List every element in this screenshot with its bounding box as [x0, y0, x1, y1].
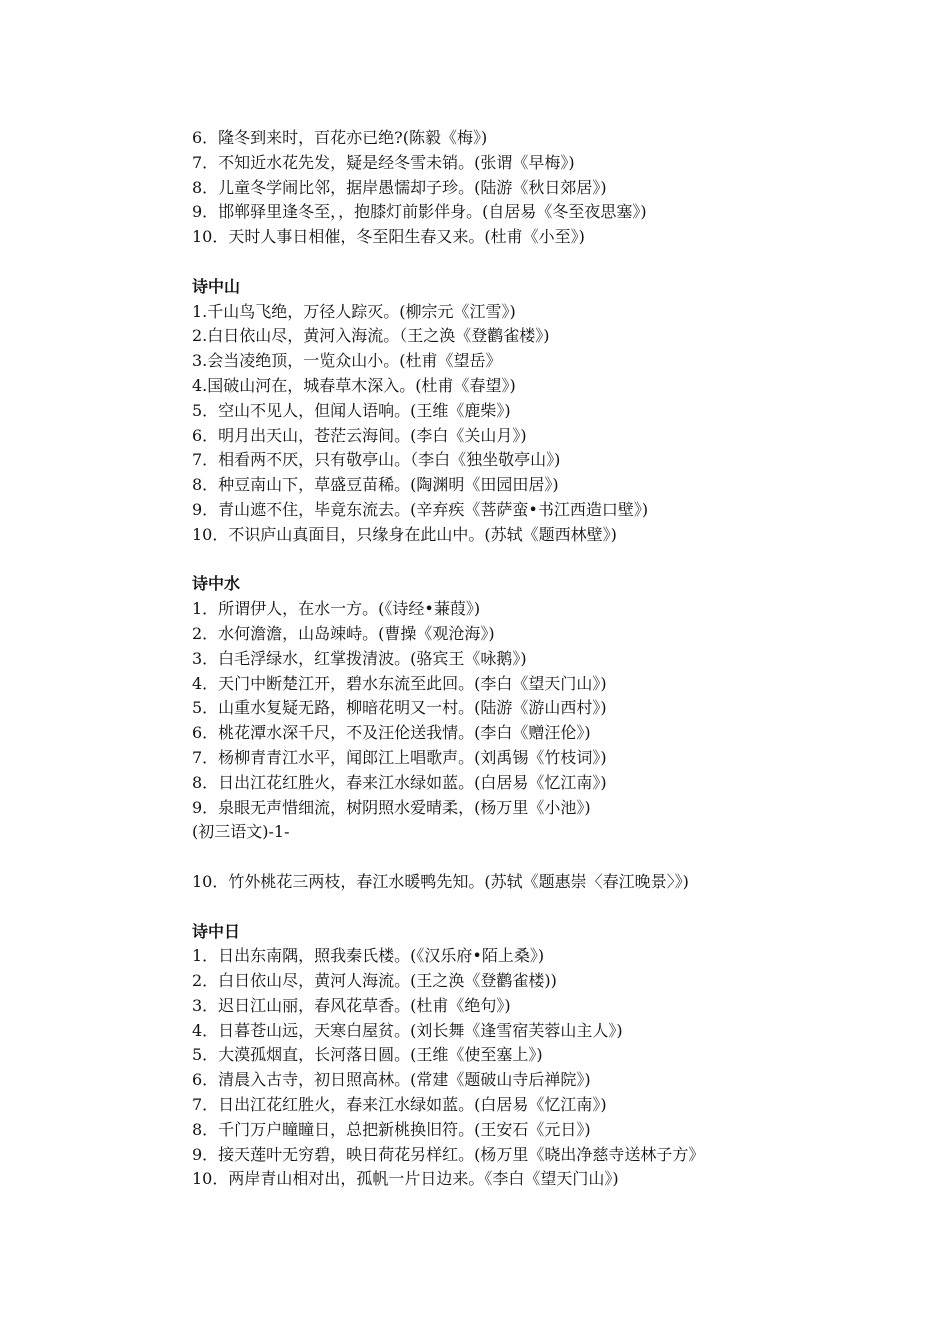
water-line-10: 10．竹外桃花三两枝，春江水暖鸭先知。(苏轼《题惠崇〈春江晚景〉》): [192, 871, 689, 891]
section-spacer: [192, 845, 872, 870]
water-line-7: 7．杨柳青青江水平，闻郎江上唱歌声。(刘禹锡《竹枝词》): [192, 747, 607, 767]
mountain-line-2: 2.白日依山尽，黄河入海流。（王之涣《登鹳雀楼》): [192, 326, 550, 346]
water-line-3: 3．白毛浮绿水，红掌拨清波。(骆宾王《咏鹅》): [192, 648, 527, 668]
poem-line-intro-8: 8．儿童冬学闹比邻，据岸愚懦却子珍。(陆游《秋日郊居》): [192, 177, 607, 197]
mountain-line-9: 9．青山遮不住，毕竟东流去。(辛弃疾《菩萨蛮•书江西造口壁》): [192, 499, 649, 519]
document-body: [192, 126, 872, 1192]
sun-line-7: 7．日出江花红胜火，春来江水绿如蓝。(白居易《忆江南》): [192, 1095, 607, 1115]
water-line-5: 5．山重水复疑无路，柳暗花明又一村。(陆游《游山西村》): [192, 698, 607, 718]
poem-line-intro-10: 10．天时人事日相催，冬至阳生春又来。(杜甫《小至》): [192, 227, 585, 247]
water-line-6: 6．桃花潭水深千尺，不及汪伦送我情。(李白《赠汪伦》): [192, 723, 591, 743]
section-heading-water: 诗中水: [192, 574, 241, 594]
mountain-line-5: 5．空山不见人，但闻人语响。(王维《鹿柴》): [192, 400, 511, 420]
mountain-line-10: 10．不识庐山真面目，只缘身在此山中。(苏轼《题西林壁》): [192, 524, 617, 544]
section-spacer: [192, 895, 872, 920]
water-line-9: 9．泉眼无声惜细流，树阴照水爱晴柔，(杨万里《小池》): [192, 797, 591, 817]
sun-line-3: 3．迟日江山丽，春风花草香。(杜甫《绝句》): [192, 995, 511, 1015]
section-spacer: [192, 250, 872, 275]
section-spacer: [192, 548, 872, 573]
sun-line-2: 2．白日依山尽，黄河人海流。(王之涣《登鹳雀楼)): [192, 971, 557, 991]
sun-line-1: 1．日出东南隅，照我秦氏楼。(《汉乐府•陌上桑》): [192, 946, 545, 966]
poem-line-intro-7: 7．不知近水花先发，疑是经冬雪未销。(张谓《早梅》): [192, 152, 575, 172]
mountain-line-7: 7．相看两不厌，只有敬亭山。（李白《独坐敬亭山》): [192, 450, 561, 470]
section-heading-sun: 诗中日: [192, 921, 241, 941]
water-line-1: 1．所谓伊人，在水一方。(《诗经•蒹葭》): [192, 599, 481, 619]
sun-line-8: 8．千门万户瞳瞳日，总把新桃换旧符。(王安石《元日》): [192, 1119, 591, 1139]
mountain-line-8: 8．种豆南山下，草盛豆苗稀。(陶渊明《田园田居》): [192, 475, 559, 495]
mountain-line-1: 1.千山鸟飞绝，万径人踪灭。(柳宗元《江雪》): [192, 301, 516, 321]
sun-line-4: 4．日暮苍山远，天寒白屋贫。(刘长舞《逢雪宿芙蓉山主人》): [192, 1020, 623, 1040]
mountain-line-3: 3.会当凌绝顶，一览众山小。(杜甫《望岳》: [192, 351, 502, 371]
sun-line-5: 5．大漠孤烟直，长河落日圆。(王维《使至塞上》): [192, 1045, 543, 1065]
sun-line-6: 6．清晨入古寺，初日照高林。(常建《题破山寺后禅院》): [192, 1070, 591, 1090]
sun-line-10: 10．两岸青山相对出，孤帆一片日边来。《李白《望天门山》): [192, 1169, 619, 1189]
water-line-2: 2．水何澹澹，山岛竦峙。(曹操《观沧海》): [192, 623, 495, 643]
poem-line-intro-9: 9．邯郸驿里逢冬至，，抱膝灯前影伴身。(自居易《冬至夜思塞》): [192, 202, 647, 222]
section-heading-mountain: 诗中山: [192, 276, 241, 296]
sun-line-9: 9．接天莲叶无穷碧，映日荷花另样红。(杨万里《晓出净慈寺送林子方》: [192, 1144, 705, 1164]
poem-line-intro-6: 6．隆冬到来时，百花亦已绝?(陈毅《梅》): [192, 128, 488, 147]
page-footer: (初三语文)-1-: [192, 822, 290, 842]
mountain-line-4: 4.国破山河在，城春草木深入。(杜甫《春望》): [192, 375, 516, 395]
water-line-4: 4．天门中断楚江开，碧水东流至此回。(李白《望天门山》): [192, 673, 607, 693]
water-line-8: 8．日出江花红胜火，春来江水绿如蓝。(白居易《忆江南》): [192, 772, 607, 792]
mountain-line-6: 6．明月出天山，苍茫云海间。(李白《关山月》): [192, 425, 527, 445]
